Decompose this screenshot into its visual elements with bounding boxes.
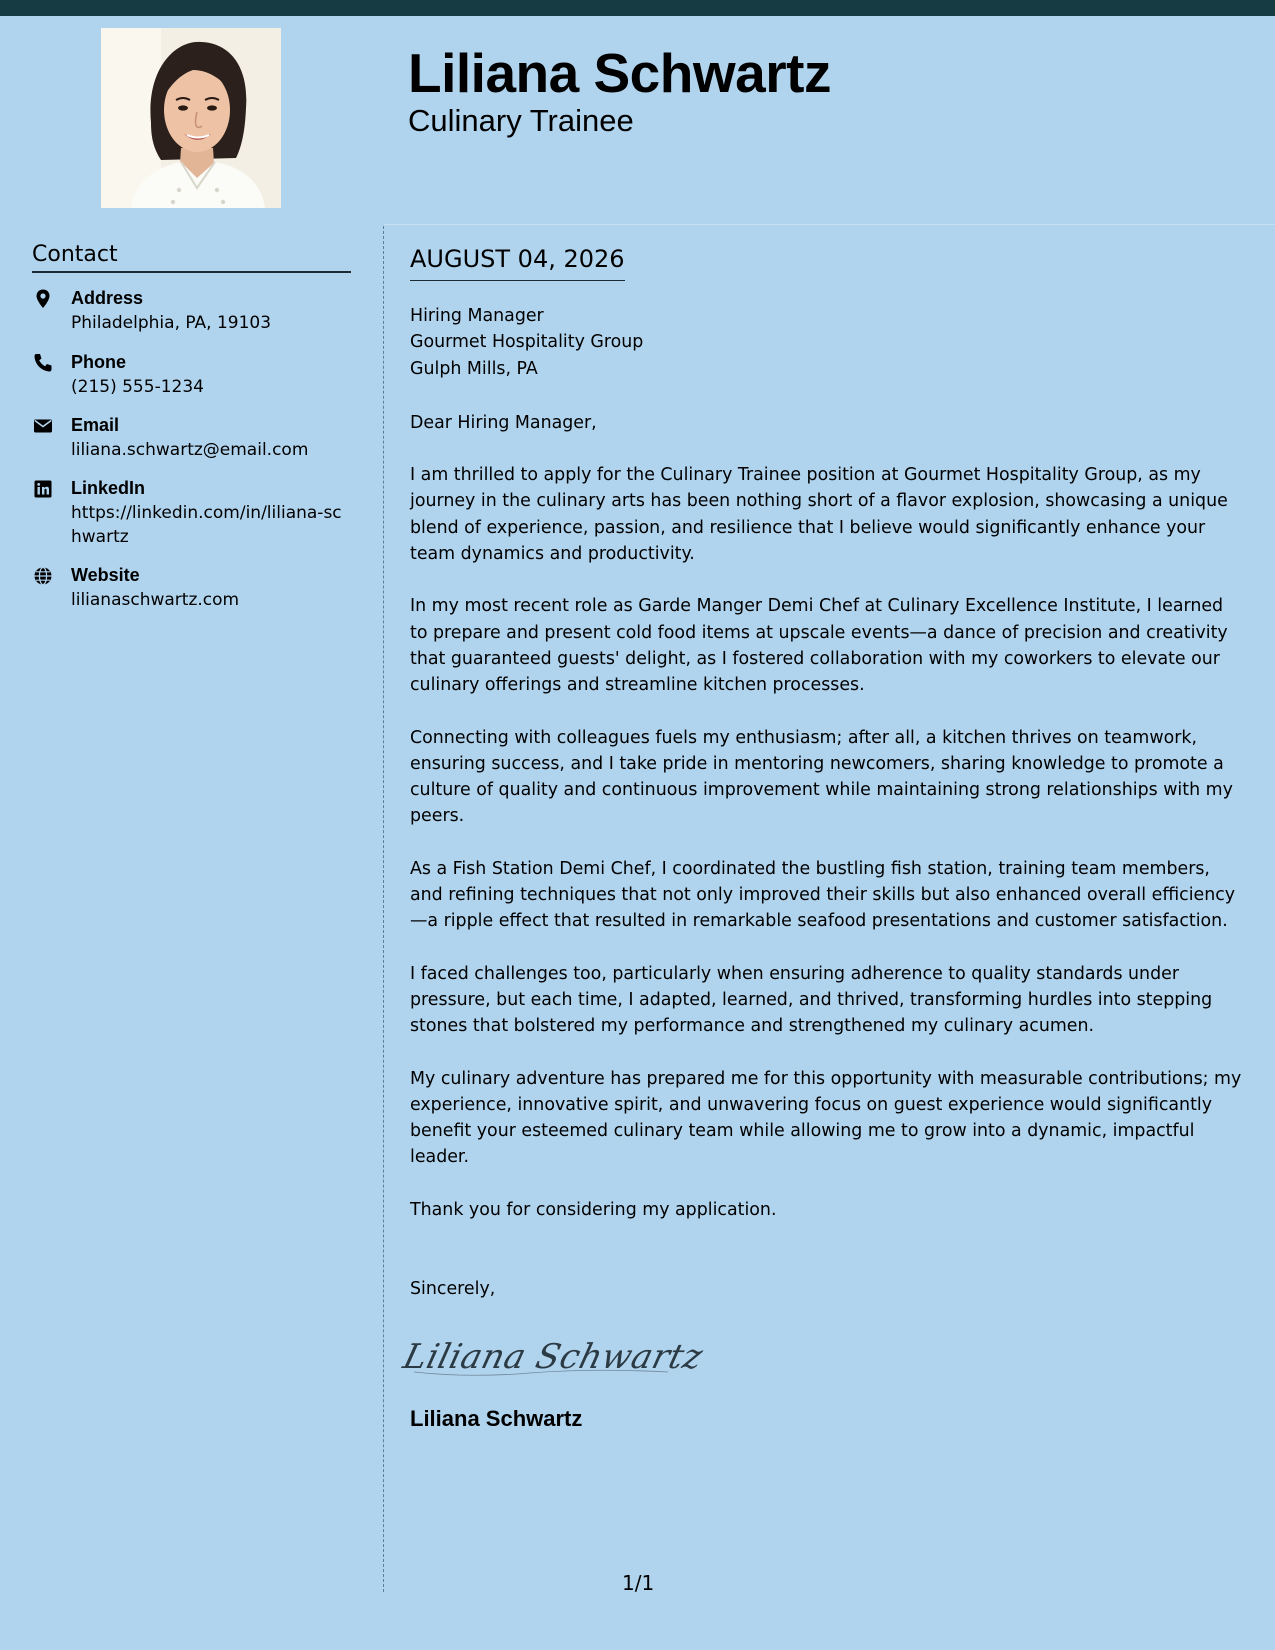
contact-label: Address — [71, 288, 144, 308]
map-pin-icon — [32, 288, 54, 310]
svg-text:Liliana Schwartz: Liliana Schwartz — [399, 1337, 707, 1378]
column-divider — [383, 226, 384, 1592]
contact-label: Phone — [71, 352, 127, 372]
recipient-block — [410, 303, 1246, 382]
contact-heading-rule — [32, 271, 351, 273]
header-title: Culinary Trainee — [408, 103, 634, 138]
recipient-line: Hiring Manager — [410, 306, 544, 326]
header-name: Liliana Schwartz — [408, 42, 831, 104]
top-bar — [0, 0, 1275, 16]
linkedin-icon — [32, 478, 54, 500]
letter-paragraph: Connecting with colleagues fuels my enthusiasm; after all, a kitchen thrives on teamwork, ensuring success, and I take pride in mentoring newcomers, sharing knowledge to promote a culture of quality and continuous improvement while maintaining strong relationships with my peers. — [410, 727, 1233, 827]
profile-photo — [101, 28, 281, 208]
letter-body — [399, 244, 1246, 1434]
contact-label: Website — [71, 565, 140, 585]
letter-paragraph: My culinary adventure has prepared me for this opportunity with measurable contributions; my experience, innovative spirit, and unwavering focus on guest experience would significantly benefit your esteemed culinary team while allowing me to grow into a dynamic, impactful leader. — [410, 1068, 1242, 1168]
letter-paragraph: As a Fish Station Demi Chef, I coordinated the bustling fish station, training team members, and refining techniques that not only improved their skills but also enhanced overall efficiency—a ripple effect that resulted in remarkable seafood presentations and customer satisfaction. — [410, 858, 1236, 932]
letter-date: AUGUST 04, 2026 — [410, 244, 625, 281]
phone-icon — [32, 352, 54, 374]
contact-label: LinkedIn — [71, 478, 146, 498]
contact-value: (215) 555-1234 — [71, 377, 204, 397]
recipient-line: Gulph Mills, PA — [410, 358, 538, 379]
recipient-line: Gourmet Hospitality Group — [410, 332, 644, 353]
closing: Sincerely, — [410, 1279, 496, 1300]
contact-value: https://linkedin.com/in/liliana-schwartz — [71, 503, 342, 547]
page-number: 1/1 — [622, 1571, 655, 1595]
signer-name: Liliana Schwartz — [410, 1406, 583, 1432]
header-divider — [384, 224, 1275, 225]
contact-heading: Contact — [32, 242, 118, 267]
letter-paragraph: I faced challenges too, particularly when ensuring adherence to quality standards under pressure, but each time, I adapted, learned, and thrived, transforming hurdles into stepping stones that bolstered my performance and strengthened my culinary acumen. — [410, 963, 1213, 1037]
closing-thanks: Thank you for considering my application. — [410, 1199, 777, 1220]
letter-paragraph: In my most recent role as Garde Manger Demi Chef at Culinary Excellence Institute, I learned to prepare and present cold food items at upscale events—a dance of precision and creativity that guaranteed guests' delight, as I fostered collaboration with my coworkers to elevate our culinary offerings and streamline kitchen processes. — [410, 596, 1228, 696]
contact-label: Email — [71, 415, 120, 435]
envelope-icon — [32, 415, 54, 437]
salutation: Dear Hiring Manager, — [410, 412, 597, 433]
handwritten-signature — [399, 1326, 1246, 1384]
globe-icon — [32, 565, 54, 587]
letter-paragraph: I am thrilled to apply for the Culinary Trainee position at Gourmet Hospitality Group, as my journey in the culinary arts has been nothing short of a flavor explosion, showcasing a unique blend of experience, passion, and resilience that I believe would significantly enhance your team dynamics and productivity. — [410, 465, 1228, 565]
contact-value: liliana.schwartz@email.com — [71, 440, 309, 460]
contact-value: Philadelphia, PA, 19103 — [71, 313, 272, 333]
contact-value: lilianaschwartz.com — [71, 590, 240, 610]
